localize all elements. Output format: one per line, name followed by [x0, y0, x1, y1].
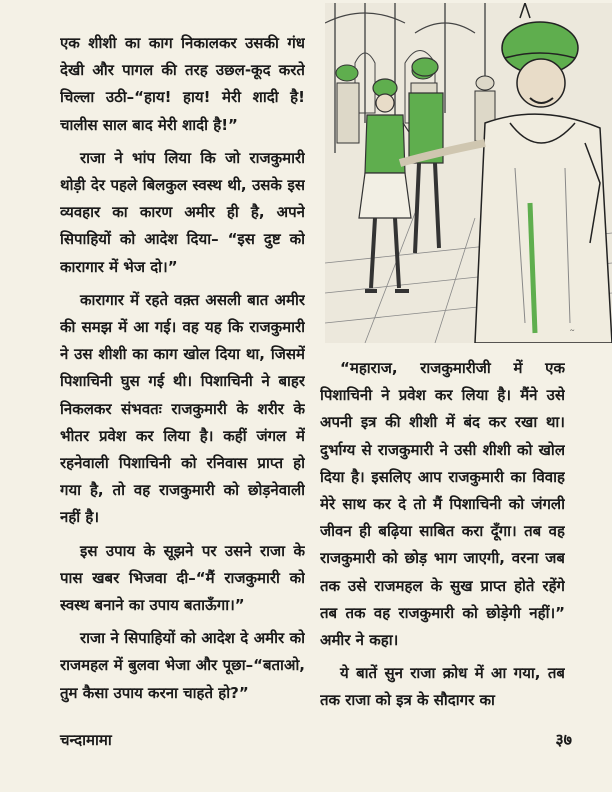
right-text-column	[320, 355, 565, 723]
story-illustration	[325, 3, 612, 343]
left-text-column	[60, 30, 305, 718]
story-paragraph: ये बातें सुन राजा क्रोध में आ गया, तब तक राजा को इत्र के सौदागर का	[320, 664, 565, 710]
court-scene-illustration	[325, 3, 612, 343]
page-number: ३७	[555, 730, 572, 749]
story-paragraph: कारागार में रहते वक़्त असली बात अमीर की समझ में आ गई। वह यह कि राजकुमारी ने उस शीशी का काग खोल दिया था, जिसमें पिशाचिनी घुस गई थी। पिशाचिनी ने बाहर निकलकर संभवतः राजकुमारी के शरीर के भीतर प्रवेश कर लिया है। कहीं जंगल में रहनेवाली पिशाचिनी को रनिवास प्राप्त हो गया है, तो वह राजकुमारी को छोड़नेवाली नहीं है।	[60, 290, 305, 527]
story-paragraph: “महाराज, राजकुमारीजी में एक पिशाचिनी ने प्रवेश कर लिया है। मैंने उसे अपनी इत्र की शीशी में बंद कर रखा था। दुर्भाग्य से राजकुमारी ने उसी शीशी को खोल दिया है। इसलिए आप राजकुमारी का विवाह मेरे साथ कर दे तो मैं पिशाचिनी को जंगली जीवन ही बढ़िया साबित करा दूँगा। तब वह राजकुमारी को छोड़ भाग जाएगी, वरना जब तक उसे राजमहल के सुख प्राप्त होते रहेंगे तब तक वह राजकुमारी को छोड़ेगी नहीं।” अमीर ने कहा।	[320, 359, 565, 650]
story-paragraph: इस उपाय के सूझने पर उसने राजा के पास खबर भिजवा दी–“मैं राजकुमारी को स्वस्थ बनाने का उपाय बताऊँगा।”	[60, 541, 305, 615]
magazine-name: चन्दामामा	[60, 731, 112, 749]
story-paragraph: राजा ने भांप लिया कि जो राजकुमारी थोड़ी देर पहले बिलकुल स्वस्थ थी, उसके इस व्यवहार का कारण अमीर ही है, अपने सिपाहियों को आदेश दिया– “इस दुष्ट को कारागार में भेज दो।”	[60, 148, 305, 276]
svg-text:~: ~	[570, 326, 575, 335]
story-paragraph: एक शीशी का काग निकालकर उसकी गंध देखी और पागल की तरह उछल-कूद करते चिल्ला उठी–“हाय! हाय! मेरी शादी है! चालीस साल बाद मेरी शादी है!”	[60, 34, 305, 134]
story-paragraph: राजा ने सिपाहियों को आदेश दे अमीर को राजमहल में बुलवा भेजा और पूछा–“बताओ, तुम कैसा उपाय करना चाहते हो?”	[60, 629, 305, 702]
